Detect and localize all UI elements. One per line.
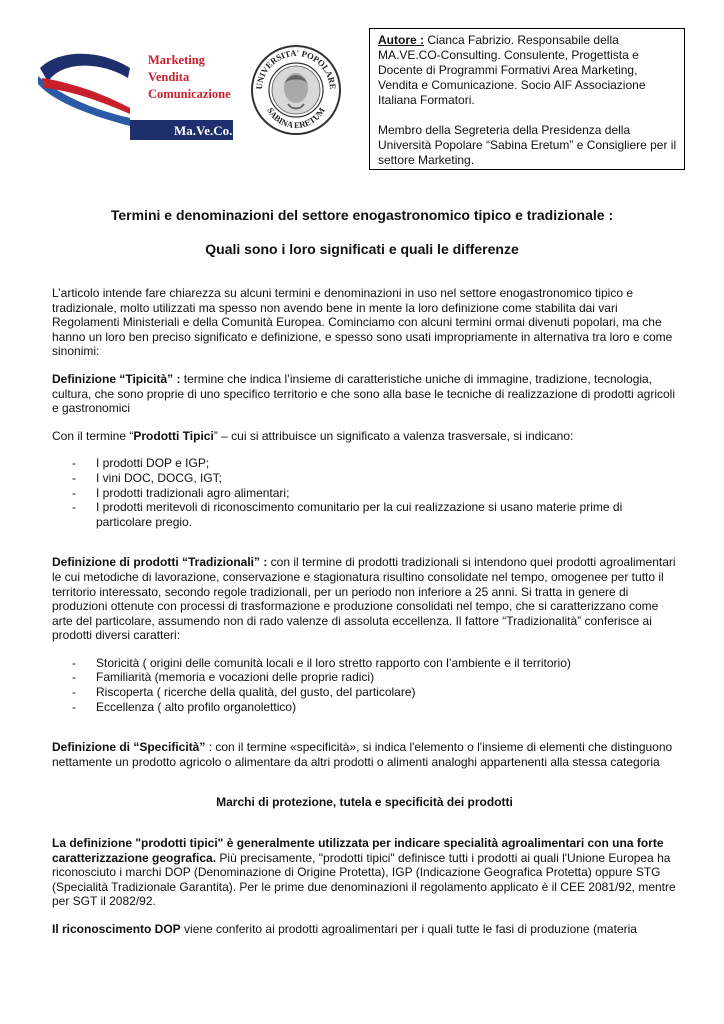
author-text: Cianca Fabrizio. Responsabile della MA.VE.CO-Consulting. Consulente, Progettista e Docente di Programmi Formativi Area Marketing, Vendita e Comunicazione. Socio AIF Associazione Italiana Formatori. <box>378 33 646 107</box>
tipici-pre: Con il termine “ <box>52 428 134 443</box>
list-item: - Eccellenza ( alto profilo organolettico) <box>72 699 297 714</box>
list-item: - I vini DOC, DOCG, IGT; <box>72 470 223 485</box>
author-label: Autore : <box>378 33 424 47</box>
specificita-paragraph <box>52 740 677 769</box>
tipici-post: ” – cui si attribuisce un significato a valenza trasversale, si indicano: <box>213 428 574 443</box>
document-title: Termini e denominazioni del settore enogastronomico tipico e tradizionale : <box>110 207 614 223</box>
tradizionali-text: con il termine di prodotti tradizionali si intendono quei prodotti agroalimentari le cui metodiche di lavorazione, conservazione e stagionatura risultino consolidate nel tempo, omogenee per tutto il territorio interessato, secondo regole tradizionali, per un periodo non inferiore a 25 anni. Si tratta in genere di produzioni ottenute con processi di trasformazione e produzione consolidati nel tempo, che si caratterizzano come arte del particolare, assumendo non di rado valenze di assoluta eccellenza. Il fattore “Tradizionalità” conferisce ai prodotti diversi caratteri: <box>52 555 676 643</box>
maveco-brand: Ma.Ve.Co. <box>174 123 233 138</box>
maveco-logo <box>38 48 233 140</box>
university-seal-logo <box>250 44 342 136</box>
tipicita-text: termine che indica l’insieme di caratteristiche uniche di immagine, tradizione, tecnologia, cultura, che sono proprie di uno specifico territorio e che sono alla base le tecniche di realizzazione di prodotti agricoli e gastronomici <box>52 371 676 416</box>
list-item: - I prodotti tradizionali agro alimentari; <box>72 485 290 500</box>
tipici-paragraph <box>52 429 677 444</box>
list-item: - Riscoperta ( ricerche della qualità, del gusto, del particolare) <box>72 685 416 700</box>
marchi-heading: Marchi di protezione, tutela e specificità dei prodotti <box>216 795 513 810</box>
document-subtitle: Quali sono i loro significati e quali le differenze <box>205 241 519 257</box>
list-item: - Familiarità (memoria e vocazioni delle proprie radici) <box>72 670 375 685</box>
list-item: - Storicità ( origini delle comunità locali e il loro stretto rapporto con l’ambiente e il territorio) <box>72 655 571 670</box>
author-paragraph <box>378 33 678 108</box>
marchi-paragraph <box>52 836 677 909</box>
tradizionali-label: Definizione di prodotti “Tradizionali” : <box>52 555 268 570</box>
seal-bottom-text: SABINA ERETUM <box>265 105 327 131</box>
tradizionali-paragraph <box>52 555 677 643</box>
list-item: - I prodotti DOP e IGP; <box>72 456 210 471</box>
dop-bold: Il riconoscimento DOP <box>52 922 181 936</box>
dop-text: viene conferito ai prodotti agroalimentari per i quali tutte le fasi di produzione (materia <box>180 922 637 936</box>
author-membership: Membro della Segreteria della Presidenza della Università Popolare “Sabina Eretum” e Consigliere per il settore Marketing. <box>378 123 677 167</box>
author-box <box>369 28 685 170</box>
specificita-label: Definizione di “Specificità” <box>52 740 206 755</box>
tipici-bold: Prodotti Tipici <box>133 428 214 443</box>
marchi-bold: La definizione "prodotti tipici" è generalmente utilizzata per indicare specialità agroalimentari con una forte caratterizzazione geografica. <box>52 836 664 865</box>
tipici-list <box>52 456 677 529</box>
intro-paragraph: L’articolo intende fare chiarezza su alcuni termini e denominazioni in uso nel settore enogastronomico tipico e tradizionale, molto utilizzati ma spesso non avendo bene in mente la loro definizione come stabilita dai vari Regolamenti Ministeriali e della Comunità Europea. Cominciamo con alcuni termini ormai divenuti popolari, ma che hanno un loro ben preciso significato e definizione, e spesso sono usati impropriamente in alternativa tra loro e come sinonimi: <box>52 286 673 359</box>
tipicita-label: Definizione “Tipicità” : <box>52 371 181 386</box>
dop-paragraph <box>52 922 677 937</box>
list-item: - I prodotti meritevoli di riconoscimento comunitario per la cui realizzazione si usano materie prime di particolare pregio. <box>72 500 623 529</box>
maveco-line-3: Comunicazione <box>148 87 231 101</box>
seal-top-text: UNIVERSITA' POPOLARE <box>253 47 339 90</box>
specificita-text: : con il termine «specificità», si indica l'elemento o l'insieme di elementi che distinguono nettamente un prodotto agricolo o alimentare da altri prodotti o alimenti analoghi appartenenti alla stessa categoria <box>52 740 673 769</box>
tipicita-paragraph <box>52 372 677 416</box>
maveco-line-1: Marketing <box>148 53 205 67</box>
marchi-text: Più precisamente, "prodotti tipici" definisce tutti i prodotti ai quali l'Unione Europea ha riconosciuto i marchi DOP (Denominazione di Origine Protetta), IGP (Indicazione Geografica Protetta) oppure STG (Specialità Tradizionale Garantita). Per le prime due denominazioni il regolamento applicato è il CEE 2081/92, mentre per SGT il 2082/92. <box>52 850 676 909</box>
tradizionali-list <box>52 656 677 714</box>
document-body <box>52 286 677 937</box>
maveco-line-2: Vendita <box>148 70 190 84</box>
